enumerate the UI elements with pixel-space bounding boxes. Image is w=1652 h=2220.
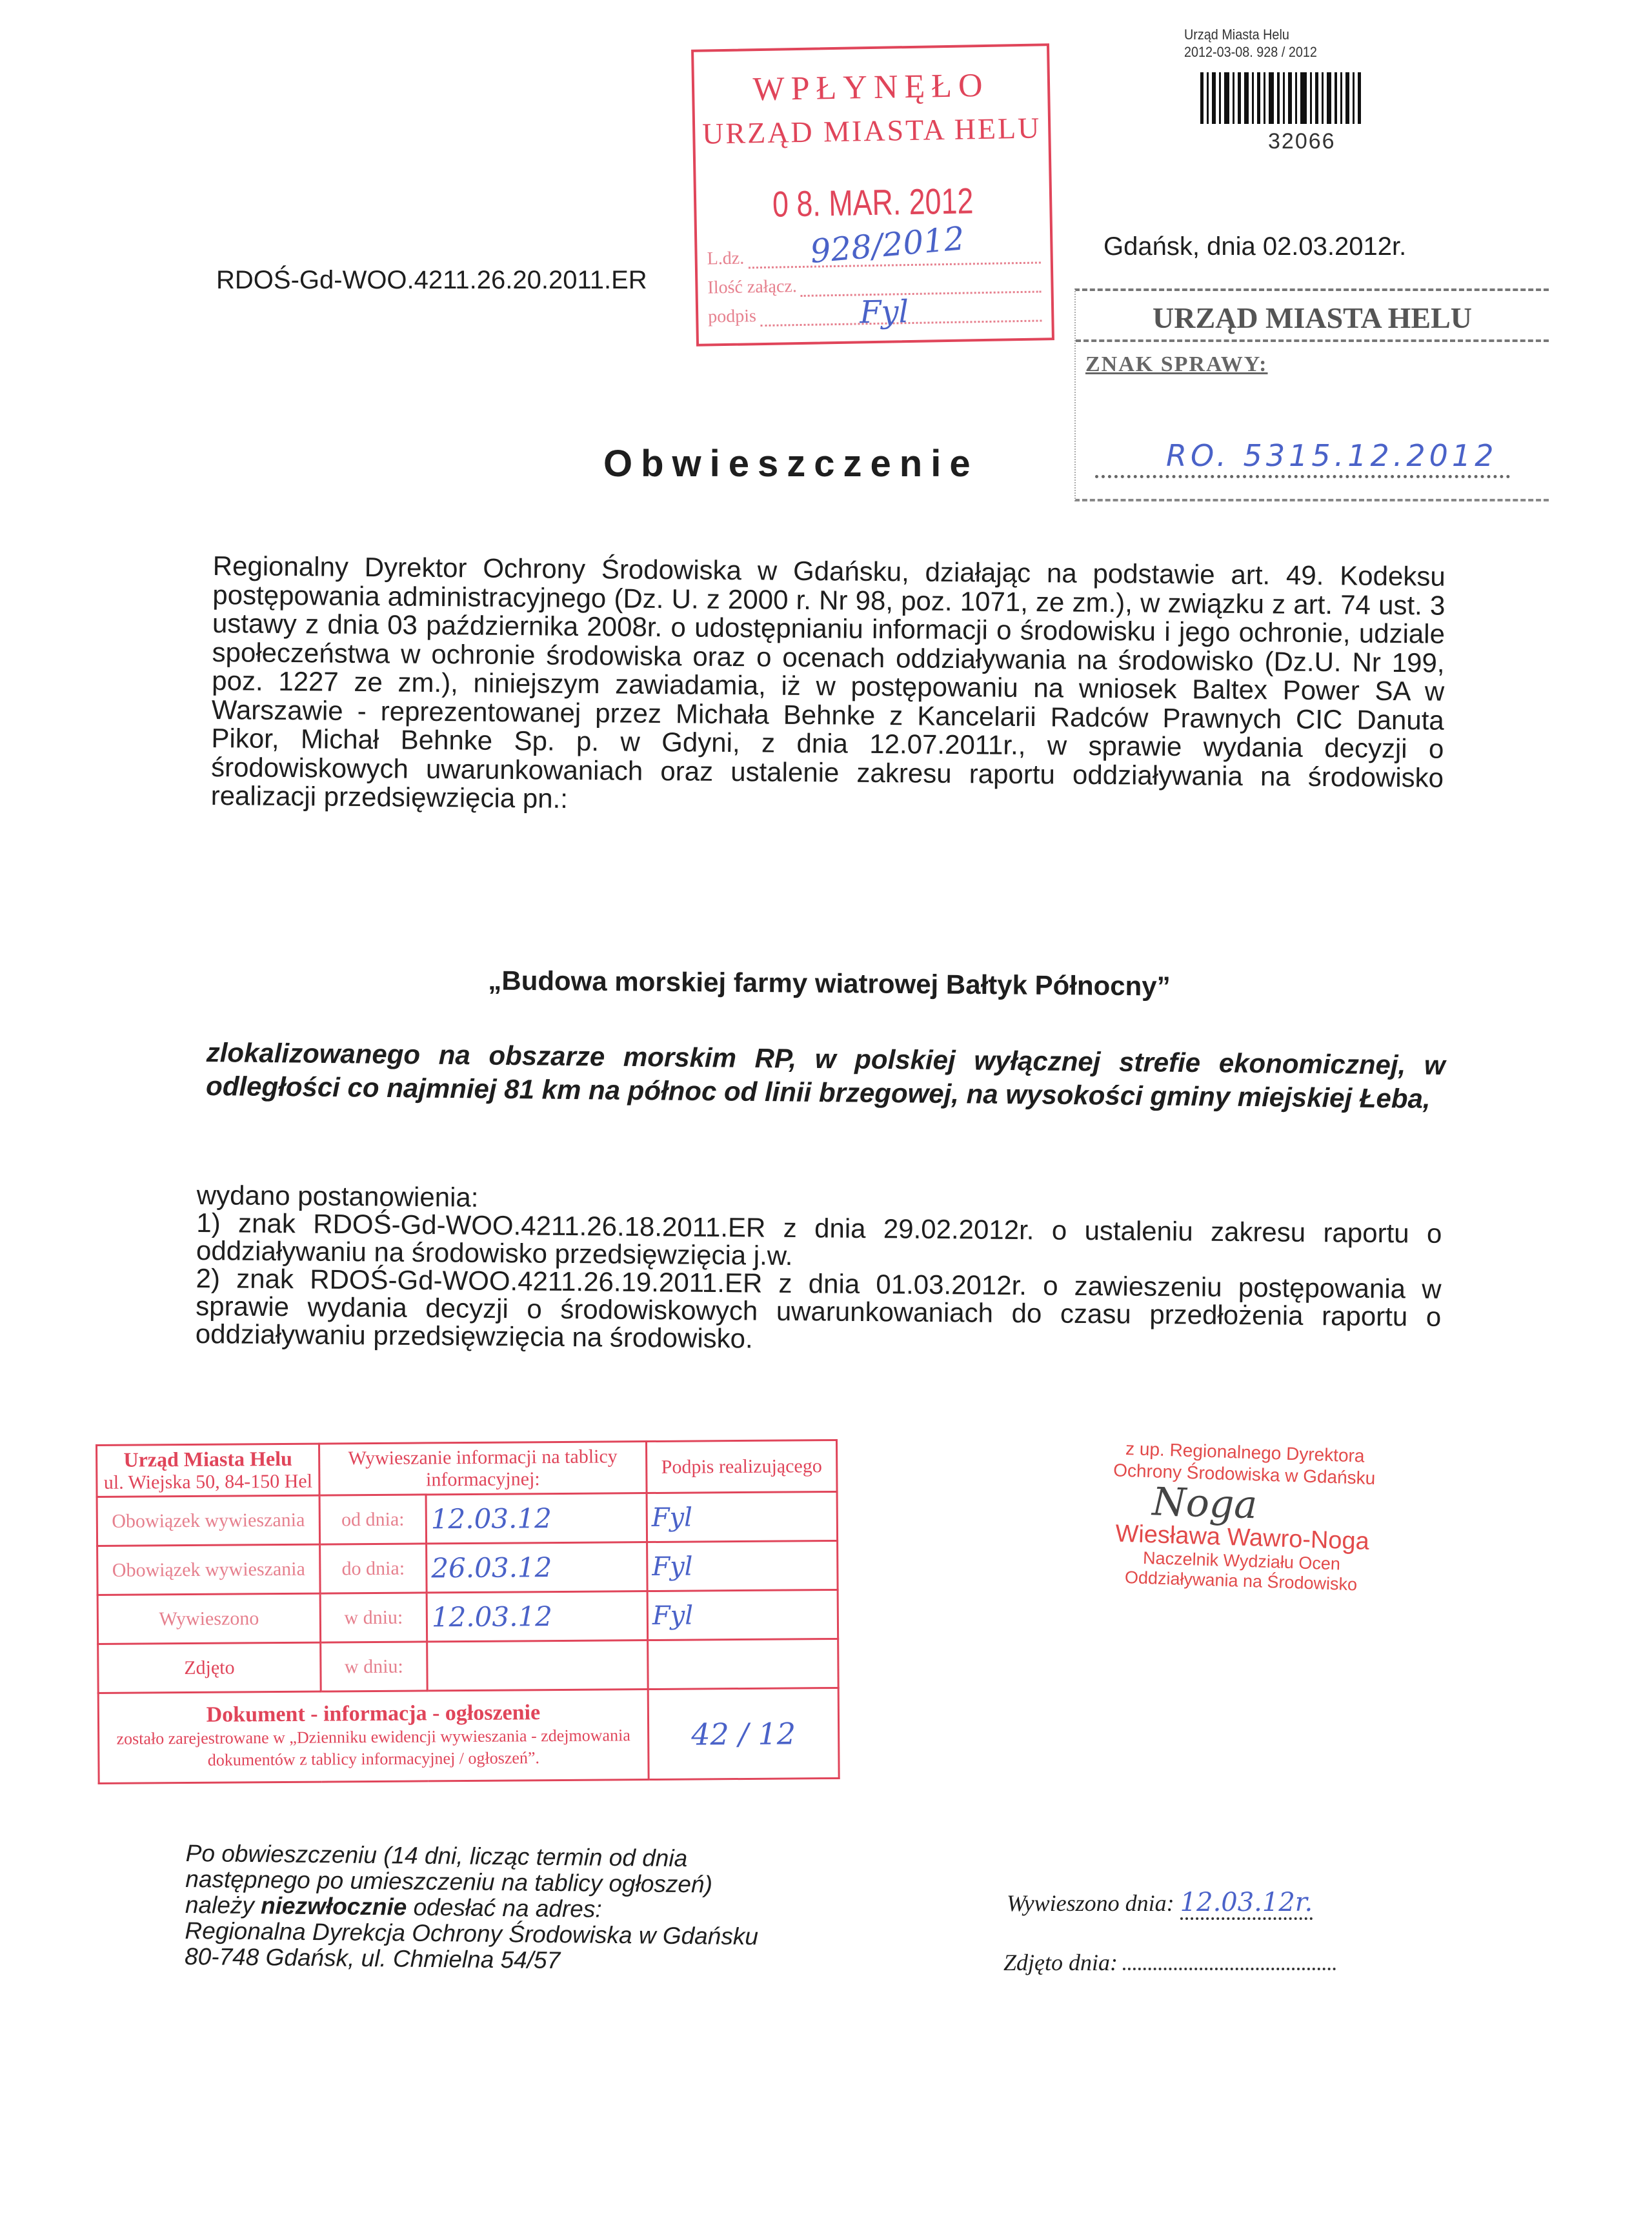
register-description <box>98 1690 649 1784</box>
barcode-office: Urząd Miasta Helu <box>1184 26 1289 43</box>
row-label: Obowiązek wywieszania <box>97 1544 321 1595</box>
emphasis-text: niezwłocznie <box>260 1892 407 1921</box>
posted-date-field <box>1007 1888 1313 1917</box>
stamp-ldz-row <box>707 243 1040 269</box>
document-date: Gdańsk, dnia 02.03.2012r. <box>1103 232 1407 261</box>
posted-date-label: Wywieszono dnia: <box>1007 1890 1174 1916</box>
row-signature: Fyl <box>647 1540 838 1591</box>
row-label: Wywieszono <box>97 1593 321 1644</box>
barcode-icon <box>1200 72 1433 124</box>
register-number: 42 / 12 <box>648 1688 839 1779</box>
body-text: Regionalny Dyrektor Ochrony Środowiska w Gdańsku, działając na podstawie art. 49. Kodeksu postępowania administracyjnego (Dz. U. z 2000 r. Nr 98, poz. 1071, ze zm.), w związku z art. 74 ust. 3 ustawy z dnia 03 października 2008r. o udostępnianiu informacji o środowisku i jego ochronie, udziale społeczeństwa w ochronie środowiska oraz o ocenach oddziaływania na środowisko (Dz.U. Nr 199, poz. 1227 ze zm.), niniejszym zawiadamia, iż w postępowaniu na wniosek Baltex Power SA w Warszawie - reprezentowanej przez Michała Behnke z Kancelarii Radców Prawnych CIC Danuta Pikor, Michał Behnke Sp. p. w Gdyni, z dnia 12.07.2011r., w sprawie wydania decyzji o środowiskowych uwarunkowaniach oraz ustalenie zakresu raportu oddziaływania na środowisko realizacji przedsięwzięcia pn.: <box>210 550 1446 814</box>
barcode-number: 32066 <box>1268 129 1336 154</box>
case-stamp-office: URZĄD MIASTA HELU <box>1076 301 1549 342</box>
page-title: Obwieszczenie <box>603 443 979 485</box>
table-row <box>98 1639 839 1693</box>
row-label: Obowiązek wywieszania <box>97 1495 320 1546</box>
decisions-section <box>196 1181 1442 1358</box>
case-stamp-label: ZNAK SPRAWY: <box>1085 352 1268 376</box>
row-signature: Fyl <box>647 1589 838 1640</box>
stamp-attachments-label: Ilość załącz. <box>707 276 798 298</box>
removed-date-field <box>1003 1949 1336 1976</box>
table-row <box>97 1491 838 1546</box>
project-name: „Budowa morskiej farmy wiatrowej Bałtyk Północny” <box>488 965 1171 1002</box>
stamp-received-date: 0 8. MAR. 2012 <box>772 180 974 225</box>
signature-header: Podpis realizującego <box>646 1440 837 1493</box>
document-reference: RDOŚ-Gd-WOO.4211.26.20.2011.ER <box>216 266 647 294</box>
stamp-ldz-label: L.dz. <box>707 248 745 269</box>
register-text: zostało zarejestrowane w „Dzienniku ewidencji wywieszania - zdejmowania dokumentów z tablicy informacyjnej / ogłoszeń”. <box>116 1725 630 1770</box>
row-date <box>427 1640 649 1691</box>
return-instructions <box>185 1841 863 1977</box>
stamp-office-name: URZĄD MIASTA HELU <box>701 111 1042 150</box>
removed-date-label: Zdjęto dnia: <box>1003 1950 1118 1975</box>
signatory-name: Wiesława Wawro-Noga <box>1114 1520 1370 1555</box>
posting-register-table <box>96 1439 840 1784</box>
row-sublabel: w dniu: <box>321 1642 428 1691</box>
footer-line: następnego po umieszczeniu na tablicy ogłoszeń) <box>185 1865 713 1898</box>
row-sublabel: w dniu: <box>320 1593 427 1642</box>
footer-line: Regionalna Dyrekcja Ochrony Środowiska w Gdańsku <box>185 1917 759 1950</box>
register-title: Dokument - informacja - ogłoszenie <box>206 1700 541 1727</box>
signatory-position: Naczelnik Wydziału Ocen <box>1142 1548 1341 1574</box>
handwritten-signature: Noga <box>1151 1479 1258 1528</box>
barcode-label <box>1184 26 1317 61</box>
authority-line: Ochrony Środowiska w Gdańsku <box>1113 1460 1376 1489</box>
incoming-stamp <box>691 43 1054 347</box>
office-address: ul. Wiejska 50, 84-150 Hel <box>103 1470 313 1493</box>
posting-header: Wywieszanie informacji na tablicy informacyjnej: <box>319 1442 647 1496</box>
decision-item: 1) znak RDOŚ-Gd-WOO.4211.26.18.2011.ER z dnia 29.02.2012r. o ustaleniu zakresu raportu o oddziaływaniu na środowisko przedsięwzięcia j.w. <box>196 1207 1442 1271</box>
row-signature: Fyl <box>647 1491 838 1542</box>
stamp-handwritten-signature: Fyl <box>859 294 909 331</box>
signature-stamp <box>1060 1436 1426 1597</box>
project-location: zlokalizowanego na obszarze morskim RP, w polskiej wyłącznej strefie ekonomicznej, w odległości co najmniej 81 km na północ od linii brzegowej, na wysokości gminy miejskiej Łeba, <box>205 1036 1446 1114</box>
stamp-handwritten-number: 928/2012 <box>809 219 966 270</box>
stamp-signature-label: podpis <box>707 306 757 327</box>
row-date: 12.03.12 <box>426 1493 647 1544</box>
decision-item: 2) znak RDOŚ-Gd-WOO.4211.26.19.2011.ER z dnia 01.03.2012r. o zawieszeniu postępowania w sprawie wydania decyzji o środowiskowych uwarunkowaniach do czasu przedłożenia raportu o oddziaływaniu przedsięwzięcia na środowisko. <box>195 1262 1442 1354</box>
row-label: Zdjęto <box>98 1642 321 1693</box>
register-row <box>98 1688 839 1783</box>
footer-line: 80-748 Gdańsk, ul. Chmielna 54/57 <box>184 1942 561 1974</box>
barcode-entry: 2012-03-08. 928 / 2012 <box>1184 44 1317 60</box>
footer-line: należy niezwłocznie odesłać na adres: <box>185 1891 602 1922</box>
decisions-intro: wydano postanowienia: <box>196 1180 479 1213</box>
footer-line: Po obwieszczeniu (14 dni, licząc termin od dnia <box>185 1840 688 1872</box>
posted-date-value: 12.03.12r. <box>1180 1888 1313 1920</box>
office-cell <box>97 1444 320 1497</box>
case-stamp-value: RO. 5315.12.2012 <box>1166 438 1498 473</box>
row-sublabel: od dnia: <box>319 1495 427 1544</box>
body-paragraph <box>211 552 1446 821</box>
row-date: 26.03.12 <box>427 1542 648 1593</box>
table-header-row <box>97 1440 838 1497</box>
signatory-position: Oddziaływania na Środowisko <box>1124 1568 1358 1595</box>
stamp-received-label: WPŁYNĘŁO <box>752 66 990 108</box>
row-signature <box>648 1639 839 1689</box>
authority-line: z up. Regionalnego Dyrektora <box>1125 1438 1365 1466</box>
row-date: 12.03.12 <box>427 1591 648 1642</box>
office-name: Urząd Miasta Helu <box>123 1446 292 1471</box>
case-number-stamp <box>1074 288 1549 501</box>
table-row <box>97 1589 838 1644</box>
removed-date-value <box>1123 1968 1336 1970</box>
row-sublabel: do dnia: <box>320 1544 427 1593</box>
table-row <box>97 1540 838 1595</box>
